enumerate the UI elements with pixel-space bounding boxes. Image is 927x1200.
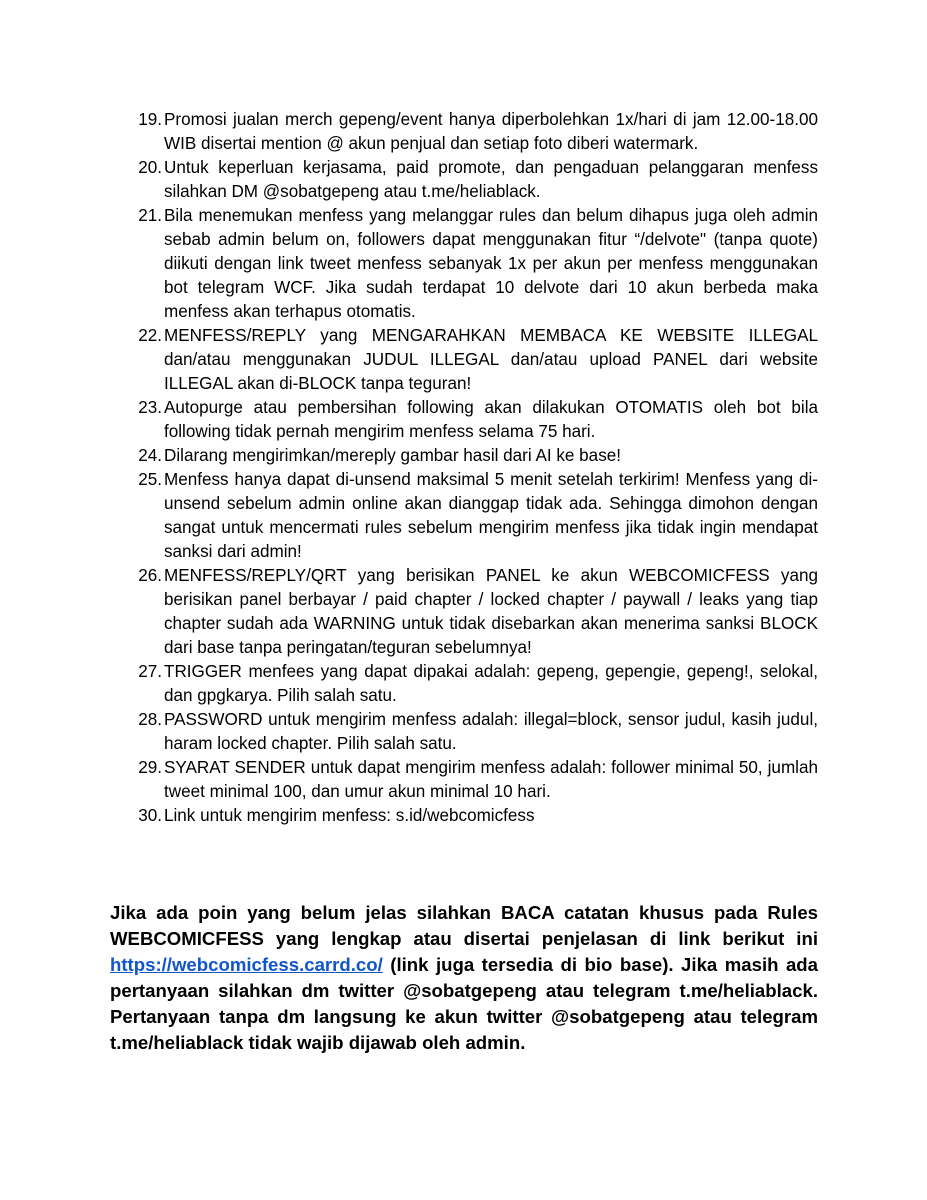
rule-number: 29. (138, 758, 162, 777)
rule-item-24 (110, 444, 818, 468)
rule-number: 24. (138, 446, 162, 465)
rule-text: PASSWORD untuk mengirim menfess adalah: illegal=block, sensor judul, kasih judul, haram locked chapter. Pilih salah satu. (164, 710, 818, 753)
rule-text: MENFESS/REPLY yang MENGARAHKAN MEMBACA KE WEBSITE ILLEGAL dan/atau menggunakan JUDUL ILLEGAL dan/atau upload PANEL dari website ILLEGAL akan di-BLOCK tanpa teguran! (164, 326, 818, 393)
rule-number: 26. (138, 566, 162, 585)
rule-number: 19. (138, 110, 162, 129)
rule-text: Autopurge atau pembersihan following akan dilakukan OTOMATIS oleh bot bila following tidak pernah mengirim menfess selama 75 hari. (164, 398, 818, 441)
rule-text: Bila menemukan menfess yang melanggar rules dan belum dihapus juga oleh admin sebab admin belum on, followers dapat menggunakan fitur “/delvote" (tanpa quote) diikuti dengan link tweet menfess sebanyak 1x per akun per menfess menggunakan bot telegram WCF. Jika sudah terdapat 10 delvote dari 10 akun berbeda maka menfess akan terhapus otomatis. (164, 206, 818, 321)
rule-text: TRIGGER menfees yang dapat dipakai adalah: gepeng, gepengie, gepeng!, selokal, dan gpgkarya. Pilih salah satu. (164, 662, 818, 705)
rule-text: MENFESS/REPLY/QRT yang berisikan PANEL ke akun WEBCOMICFESS yang berisikan panel berbayar / paid chapter / locked chapter / paywall / leaks yang tiap chapter sudah ada WARNING untuk tidak disebarkan akan menerima sanksi BLOCK dari base tanpa peringatan/teguran sebelumnya! (164, 566, 818, 657)
footer-note (110, 900, 818, 1056)
rule-item-23 (110, 396, 818, 444)
rule-item-27 (110, 660, 818, 708)
rule-item-30 (110, 804, 818, 828)
rule-item-29 (110, 756, 818, 804)
footer-text-after-link: (link juga tersedia di bio base). Jika masih ada pertanyaan silahkan dm twitter @sobatgepeng atau telegram t.me/heliablack. Pertanyaan tanpa dm langsung ke akun twitter @sobatgepeng atau telegram t.me/heliablack tidak wajib dijawab oleh admin. (110, 954, 818, 1053)
rule-number: 23. (138, 398, 162, 417)
rule-text: Promosi jualan merch gepeng/event hanya diperbolehkan 1x/hari di jam 12.00-18.00 WIB disertai mention @ akun penjual dan setiap foto diberi watermark. (164, 110, 818, 153)
rule-number: 28. (138, 710, 162, 729)
rule-item-22 (110, 324, 818, 396)
rule-text: Link untuk mengirim menfess: s.id/webcomicfess (164, 806, 535, 825)
rules-list (110, 108, 818, 828)
rule-number: 25. (138, 470, 162, 489)
rule-number: 27. (138, 662, 162, 681)
rule-item-19 (110, 108, 818, 156)
rule-text: Menfess hanya dapat di-unsend maksimal 5 menit setelah terkirim! Menfess yang di-unsend sebelum admin online akan dianggap tidak ada. Sehingga dimohon dengan sangat untuk mencermati rules sebelum mengirim menfess jika tidak ingin mendapat sanksi dari admin! (164, 470, 818, 561)
rule-text: Untuk keperluan kerjasama, paid promote, dan pengaduan pelanggaran menfess silahkan DM @sobatgepeng atau t.me/heliablack. (164, 158, 818, 201)
rules-link[interactable]: https://webcomicfess.carrd.co/ (110, 954, 383, 975)
rule-item-21 (110, 204, 818, 324)
rule-text: SYARAT SENDER untuk dapat mengirim menfess adalah: follower minimal 50, jumlah tweet minimal 100, dan umur akun minimal 10 hari. (164, 758, 818, 801)
rule-text: Dilarang mengirimkan/mereply gambar hasil dari AI ke base! (164, 446, 621, 465)
rule-item-25 (110, 468, 818, 564)
rule-number: 21. (138, 206, 162, 225)
rule-number: 22. (138, 326, 162, 345)
rule-item-28 (110, 708, 818, 756)
rule-number: 20. (138, 158, 162, 177)
rule-item-26 (110, 564, 818, 660)
rule-number: 30. (138, 806, 162, 825)
footer-text-before-link: Jika ada poin yang belum jelas silahkan BACA catatan khusus pada Rules WEBCOMICFESS yang lengkap atau disertai penjelasan di link berikut ini (110, 902, 818, 949)
rule-item-20 (110, 156, 818, 204)
